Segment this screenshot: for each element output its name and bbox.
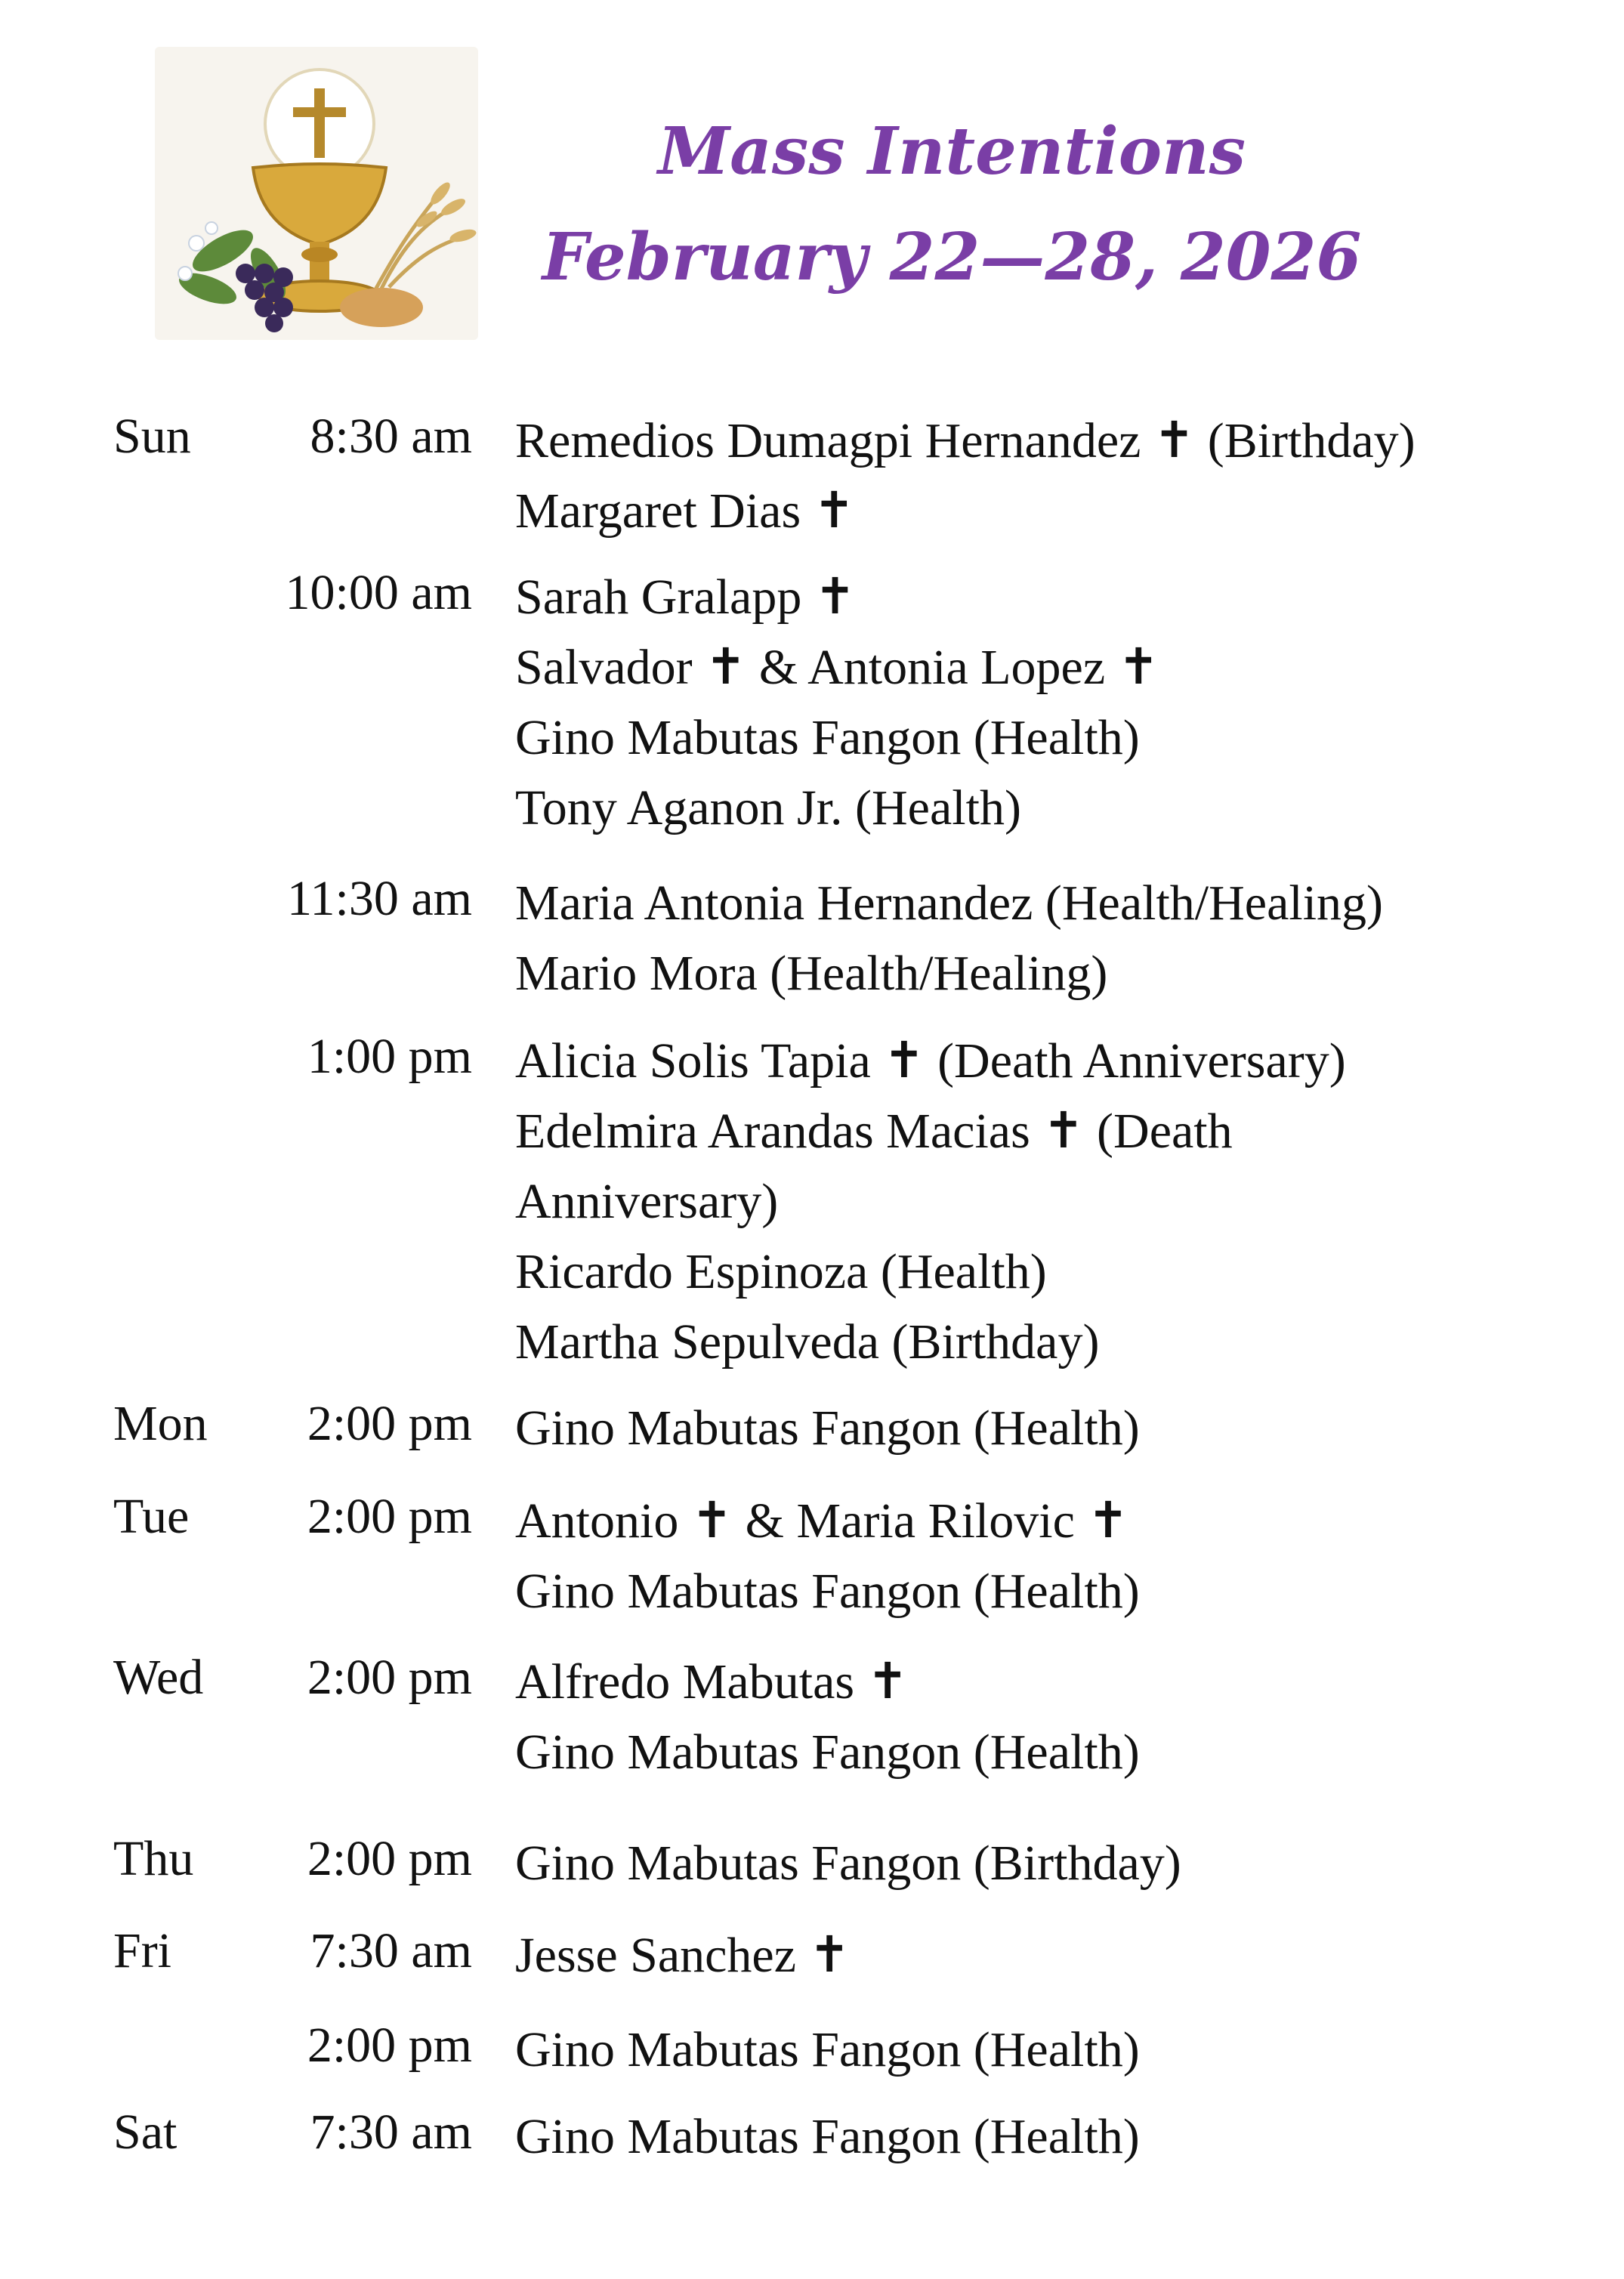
page-title: Mass Intentions (657, 113, 1246, 190)
intention-line: Gino Mabutas Fangon (Health) (515, 710, 1140, 765)
intention-line: Anniversary) (515, 1174, 779, 1229)
intention-line: Sarah Gralapp ✝ (515, 570, 857, 625)
mass-time: 8:30 am (310, 409, 472, 464)
intention-line: Gino Mabutas Fangon (Health) (515, 2022, 1140, 2077)
mass-time: 11:30 am (286, 871, 472, 926)
day-label: Wed (113, 1650, 204, 1705)
mass-time: 2:00 pm (307, 1831, 472, 1886)
intention-line: Maria Antonia Hernandez (Health/Healing) (515, 875, 1384, 931)
mass-time: 1:00 pm (307, 1029, 472, 1084)
mass-time: 2:00 pm (307, 1650, 472, 1705)
intention-line: Edelmira Arandas Macias ✝ (Death (515, 1104, 1233, 1159)
mass-time: 7:30 am (310, 1923, 472, 1978)
mass-time: 10:00 am (285, 565, 472, 620)
intention-line: Margaret Dias ✝ (515, 483, 855, 539)
intention-line: Gino Mabutas Fangon (Birthday) (515, 1836, 1181, 1891)
day-label: Fri (113, 1923, 172, 1978)
mass-time: 2:00 pm (307, 1489, 472, 1544)
intention-line: Gino Mabutas Fangon (Health) (515, 1564, 1140, 1619)
mass-time: 2:00 pm (307, 1396, 472, 1451)
day-label: Thu (113, 1831, 194, 1886)
intention-line: Alicia Solis Tapia ✝ (Death Anniversary) (515, 1033, 1346, 1089)
intention-line: Martha Sepulveda (Birthday) (515, 1314, 1100, 1370)
intention-line: Salvador ✝ & Antonia Lopez ✝ (515, 640, 1159, 695)
date-range-subtitle: February 22—28, 2026 (542, 219, 1362, 295)
mass-time: 7:30 am (310, 2105, 472, 2160)
day-label: Tue (113, 1489, 190, 1544)
day-label: Mon (113, 1396, 208, 1451)
intention-line: Remedios Dumagpi Hernandez ✝ (Birthday) (515, 413, 1416, 468)
day-label: Sat (113, 2105, 178, 2160)
intention-line: Gino Mabutas Fangon (Health) (515, 1400, 1140, 1456)
intention-line: Antonio ✝ & Maria Rilovic ✝ (515, 1493, 1129, 1549)
intention-line: Alfredo Mabutas ✝ (515, 1654, 909, 1709)
intention-line: Ricardo Espinoza (Health) (515, 1244, 1047, 1299)
intention-line: Tony Aganon Jr. (Health) (515, 780, 1021, 835)
intention-line: Jesse Sanchez ✝ (515, 1928, 851, 1983)
mass-time: 2:00 pm (307, 2018, 472, 2073)
intention-line: Gino Mabutas Fangon (Health) (515, 2109, 1140, 2164)
day-label: Sun (113, 409, 191, 464)
intention-line: Gino Mabutas Fangon (Health) (515, 1725, 1140, 1780)
intention-line: Mario Mora (Health/Healing) (515, 946, 1108, 1001)
